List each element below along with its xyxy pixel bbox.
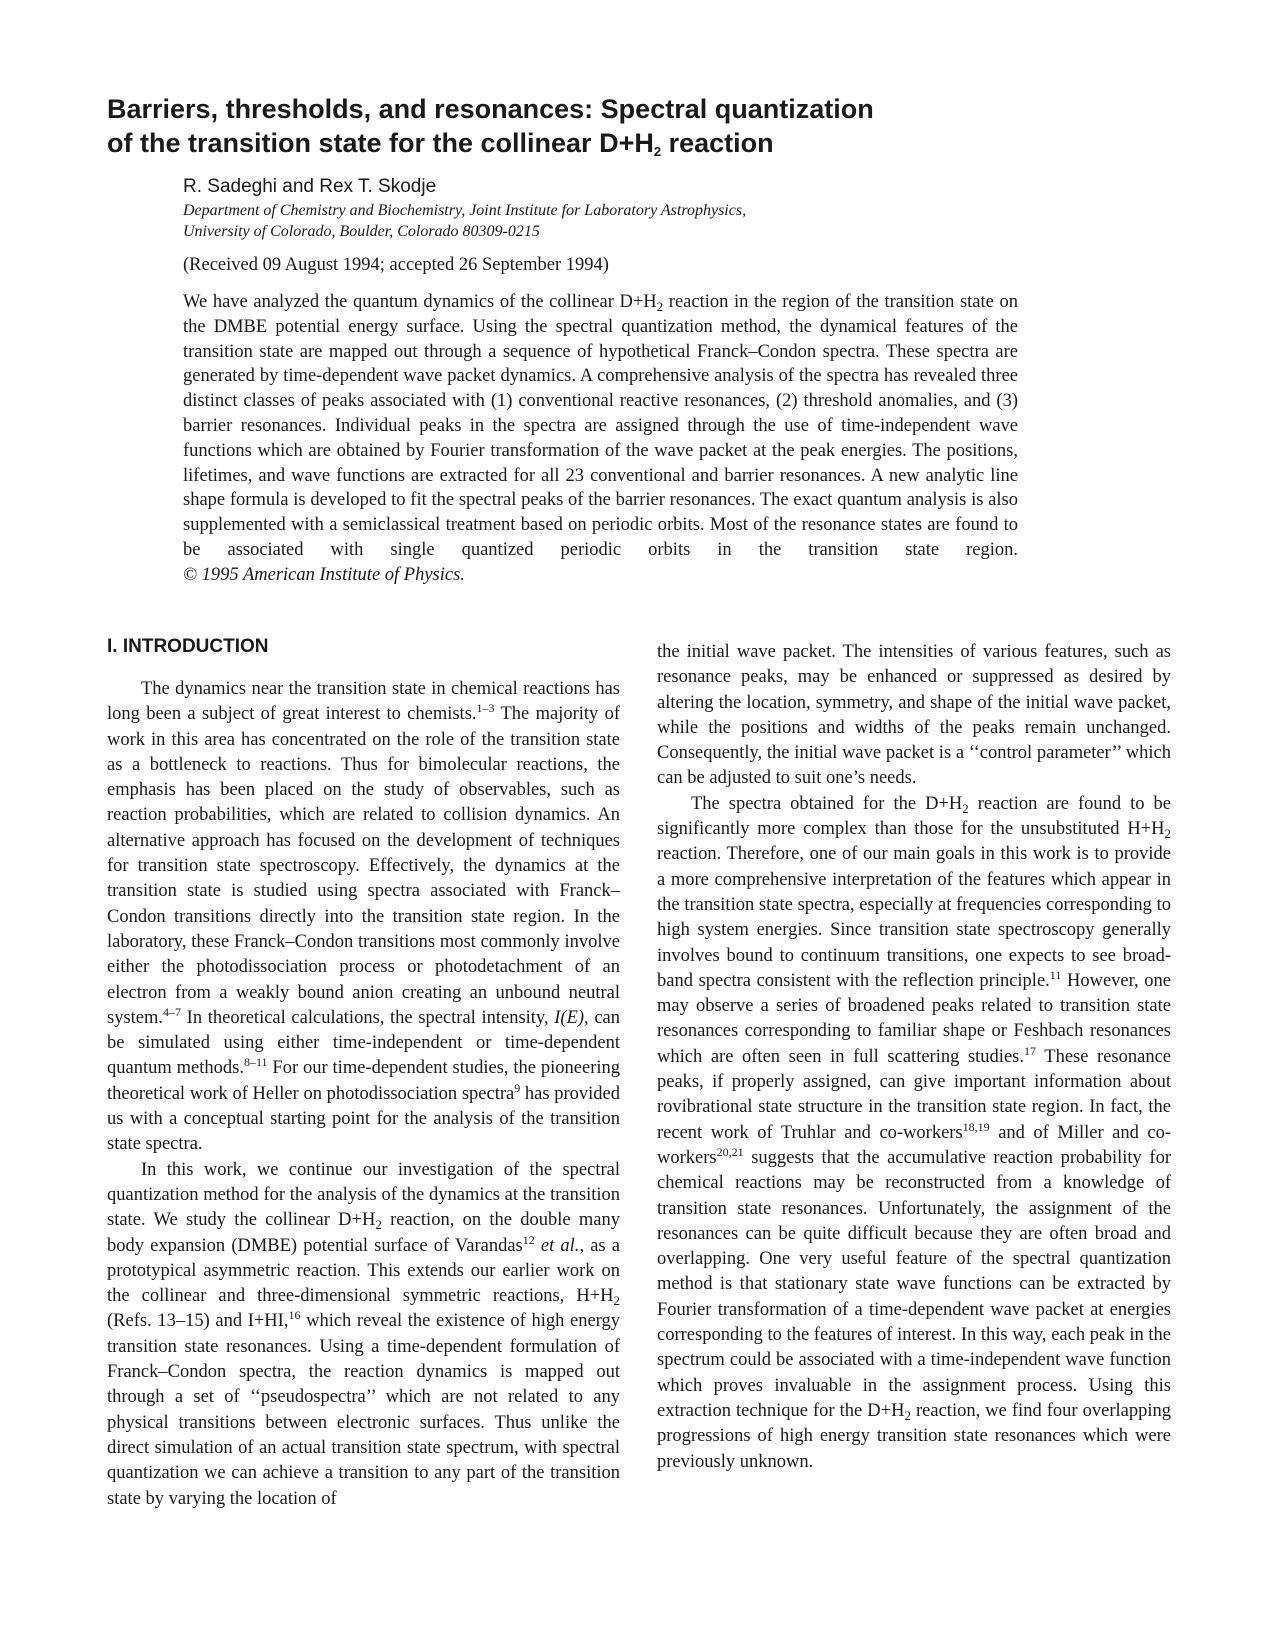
subscript: 2 [613, 1293, 620, 1309]
reference-superscript: 4–7 [163, 1004, 182, 1019]
subscript: 2 [1164, 826, 1171, 842]
subscript: 2 [375, 1217, 382, 1233]
text-span: In theoretical calculations, the spectral intensity, [181, 1007, 555, 1028]
reference-superscript: 1–3 [476, 701, 495, 716]
text-span: suggests that the accumulative reaction probability for chemical reactions may be reconstructed from a knowledge of transition state resonances. Unfortunately, the assignment of the resonances can be quite difficult because they are often broad and overlapping. One very useful feature of the spectral quantization method is that stationary state wave functions can be extracted by Fourier transformation of a time-dependent wave packet at energies corresponding to the features of interest. In this way, each peak in the spectrum could be associated with a time-independent wave function which proves invaluable in the assignment process. Using this extraction technique for the D+H [657, 1147, 1171, 1421]
reference-superscript: 16 [288, 1308, 301, 1323]
affiliation-line-2: University of Colorado, Boulder, Colorado 80309-0215 [183, 223, 540, 240]
text-span: has provided us with a conceptual starting point for the analysis of the transition state spectra. [107, 1083, 620, 1155]
text-span: , as a prototypical asymmetric reaction. This extends our earlier work on the collinear and three-dimensional symmetric reactions, H+H [107, 1235, 620, 1307]
text-span: reaction. Therefore, one of our main goals in this work is to provide a more comprehensive interpretation of the features which appear in the transition state spectra, especially at frequencies corresponding to high system energies. Since transition state spectroscopy generally involves bound to continuum transitions, one expects to see broad-band spectra consistent with the reflection principle. [657, 844, 1171, 991]
text-span: However, one may observe a series of broadened peaks related to transition state resonances corresponding to familiar shape or Feshbach resonances which are often seen in full scattering studies. [657, 970, 1171, 1067]
authors: R. Sadeghi and Rex T. Skodje [183, 176, 437, 197]
reference-superscript: 9 [514, 1080, 521, 1095]
title-line-1: Barriers, thresholds, and resonances: Spectral quantization [107, 94, 874, 124]
reference-superscript: 12 [522, 1232, 535, 1247]
reference-superscript: 18,19 [962, 1119, 990, 1134]
paper-title [107, 92, 1167, 160]
text-span: reaction, we find four overlapping progressions of high energy transition state resonances which were previously unknown. [657, 1400, 1172, 1472]
reference-superscript: 11 [1049, 967, 1062, 982]
left-column [107, 636, 620, 1512]
math-intensity: I(E) [554, 1007, 585, 1028]
reference-superscript: 20,21 [716, 1144, 744, 1159]
abstract-text-1: We have analyzed the quantum dynamics of the collinear D+H [183, 292, 657, 312]
text-span: The spectra obtained for the D+H [691, 793, 963, 814]
et-al: et al. [540, 1235, 580, 1256]
text-span: In this work, we continue our investigation of the spectral quantization method for the analysis of the dynamics at the transition state. We study the collinear D+H [107, 1159, 620, 1231]
copyright-notice: © 1995 American Institute of Physics. [183, 564, 465, 585]
text-span: reaction are found to be significantly more complex than those for the unsubstituted H+H [657, 793, 1171, 840]
title-line-2 [107, 128, 774, 158]
text-span: The majority of work in this area has concentrated on the role of the transition state as a bottleneck to reactions. Thus for bimolecular reactions, the emphasis has been placed on the study of observables, such as reaction probabilities, which are related to collision dynamics. An alternative approach has focused on the development of techniques for transition state spectroscopy. Effectively, the dynamics at the transition state is studied using spectra associated with Franck–Condon transitions directly into the transition state region. In the laboratory, these Franck–Condon transitions most commonly involve either the photodissociation process or photodetachment of an electron from a weakly bound anion creating an unbound neutral system. [107, 704, 620, 1028]
subscript: 2 [962, 800, 969, 816]
intro-paragraph-2 [107, 1158, 620, 1512]
right-column [657, 640, 1171, 1475]
section-heading: I. INTRODUCTION [107, 636, 269, 657]
received-dates: (Received 09 August 1994; accepted 26 September 1994) [183, 255, 609, 275]
text-span: These resonance peaks, if properly assigned, can give important information about rovibrational state structure in the transition state region. In fact, the recent work of Truhlar and co-workers [657, 1046, 1172, 1143]
abstract [183, 290, 1018, 588]
abstract-text-2: reaction in the region of the transition state on the DMBE potential energy surface. Using the spectral quantization method, the dynamical features of the transition state are mapped out through a sequence of hypothetical Franck–Condon spectra. These spectra are generated by time-dependent wave packet dynamics. A comprehensive analysis of the spectra has revealed three distinct classes of peaks associated with (1) conventional reactive resonances, (2) threshold anomalies, and (3) barrier resonances. Individual peaks in the spectra are assigned through the use of time-independent wave functions which are obtained by Fourier transformation of the wave packet at the peak energies. The positions, lifetimes, and wave functions are extracted for all 23 conventional and barrier resonances. A new analytic line shape formula is developed to fit the spectral peaks of the barrier resonances. The exact quantum analysis is also supplemented with a semiclassical treatment based on periodic orbits. Most of the resonance states are found to be associated with single quantized periodic orbits in the transition state region. [183, 292, 1018, 560]
subscript: 2 [904, 1407, 911, 1423]
abstract-subscript: 2 [656, 299, 664, 314]
title-subscript: 2 [653, 144, 662, 159]
intro-paragraph-2-continued: the initial wave packet. The intensities of various features, such as resonance peaks, may be enhanced or suppressed as desired by altering the location, symmetry, and shape of the initial wave packet, while the positions and widths of the peaks remain unchanged. Consequently, the initial wave packet is a ‘‘control parameter’’ which can be adjusted to suit one’s needs. [657, 642, 1171, 789]
text-span: which reveal the existence of high energy transition state resonances. Using a time-dependent formulation of Franck–Condon spectra, the reaction dynamics is mapped out through a set of ‘‘pseudospectra’’ which are not related to any physical transitions between electronic surfaces. Thus unlike the direct simulation of an actual transition state spectrum, with spectral quantization we can achieve a transition to any part of the transition state by varying the location of [107, 1311, 620, 1509]
affiliation-line-1: Department of Chemistry and Biochemistry, Joint Institute for Laboratory Astrophysics, [183, 202, 747, 219]
text-span: (Refs. 13–15) and I+HI, [107, 1311, 289, 1332]
affiliation [183, 200, 1043, 242]
intro-paragraph-1 [107, 677, 620, 1158]
text-span: reaction, on the double many body expansion (DMBE) potential surface of Varandas [107, 1210, 620, 1256]
intro-paragraph-3 [657, 792, 1171, 1475]
title-line-2-text: of the transition state for the collinear D+H [107, 128, 654, 158]
title-line-2-end: reaction [661, 128, 774, 158]
reference-superscript: 8–11 [243, 1055, 268, 1070]
text-span: The dynamics near the transition state in chemical reactions has long been a subject of great interest to chemists. [107, 679, 620, 725]
text-span: , can be simulated using either time-independent or time-dependent quantum methods. [107, 1007, 620, 1079]
reference-superscript: 17 [1023, 1043, 1036, 1058]
text-span: and of Miller and co-workers [657, 1122, 1172, 1168]
text-span: For our time-dependent studies, the pioneering theoretical work of Heller on photodissociation spectra [107, 1058, 620, 1104]
